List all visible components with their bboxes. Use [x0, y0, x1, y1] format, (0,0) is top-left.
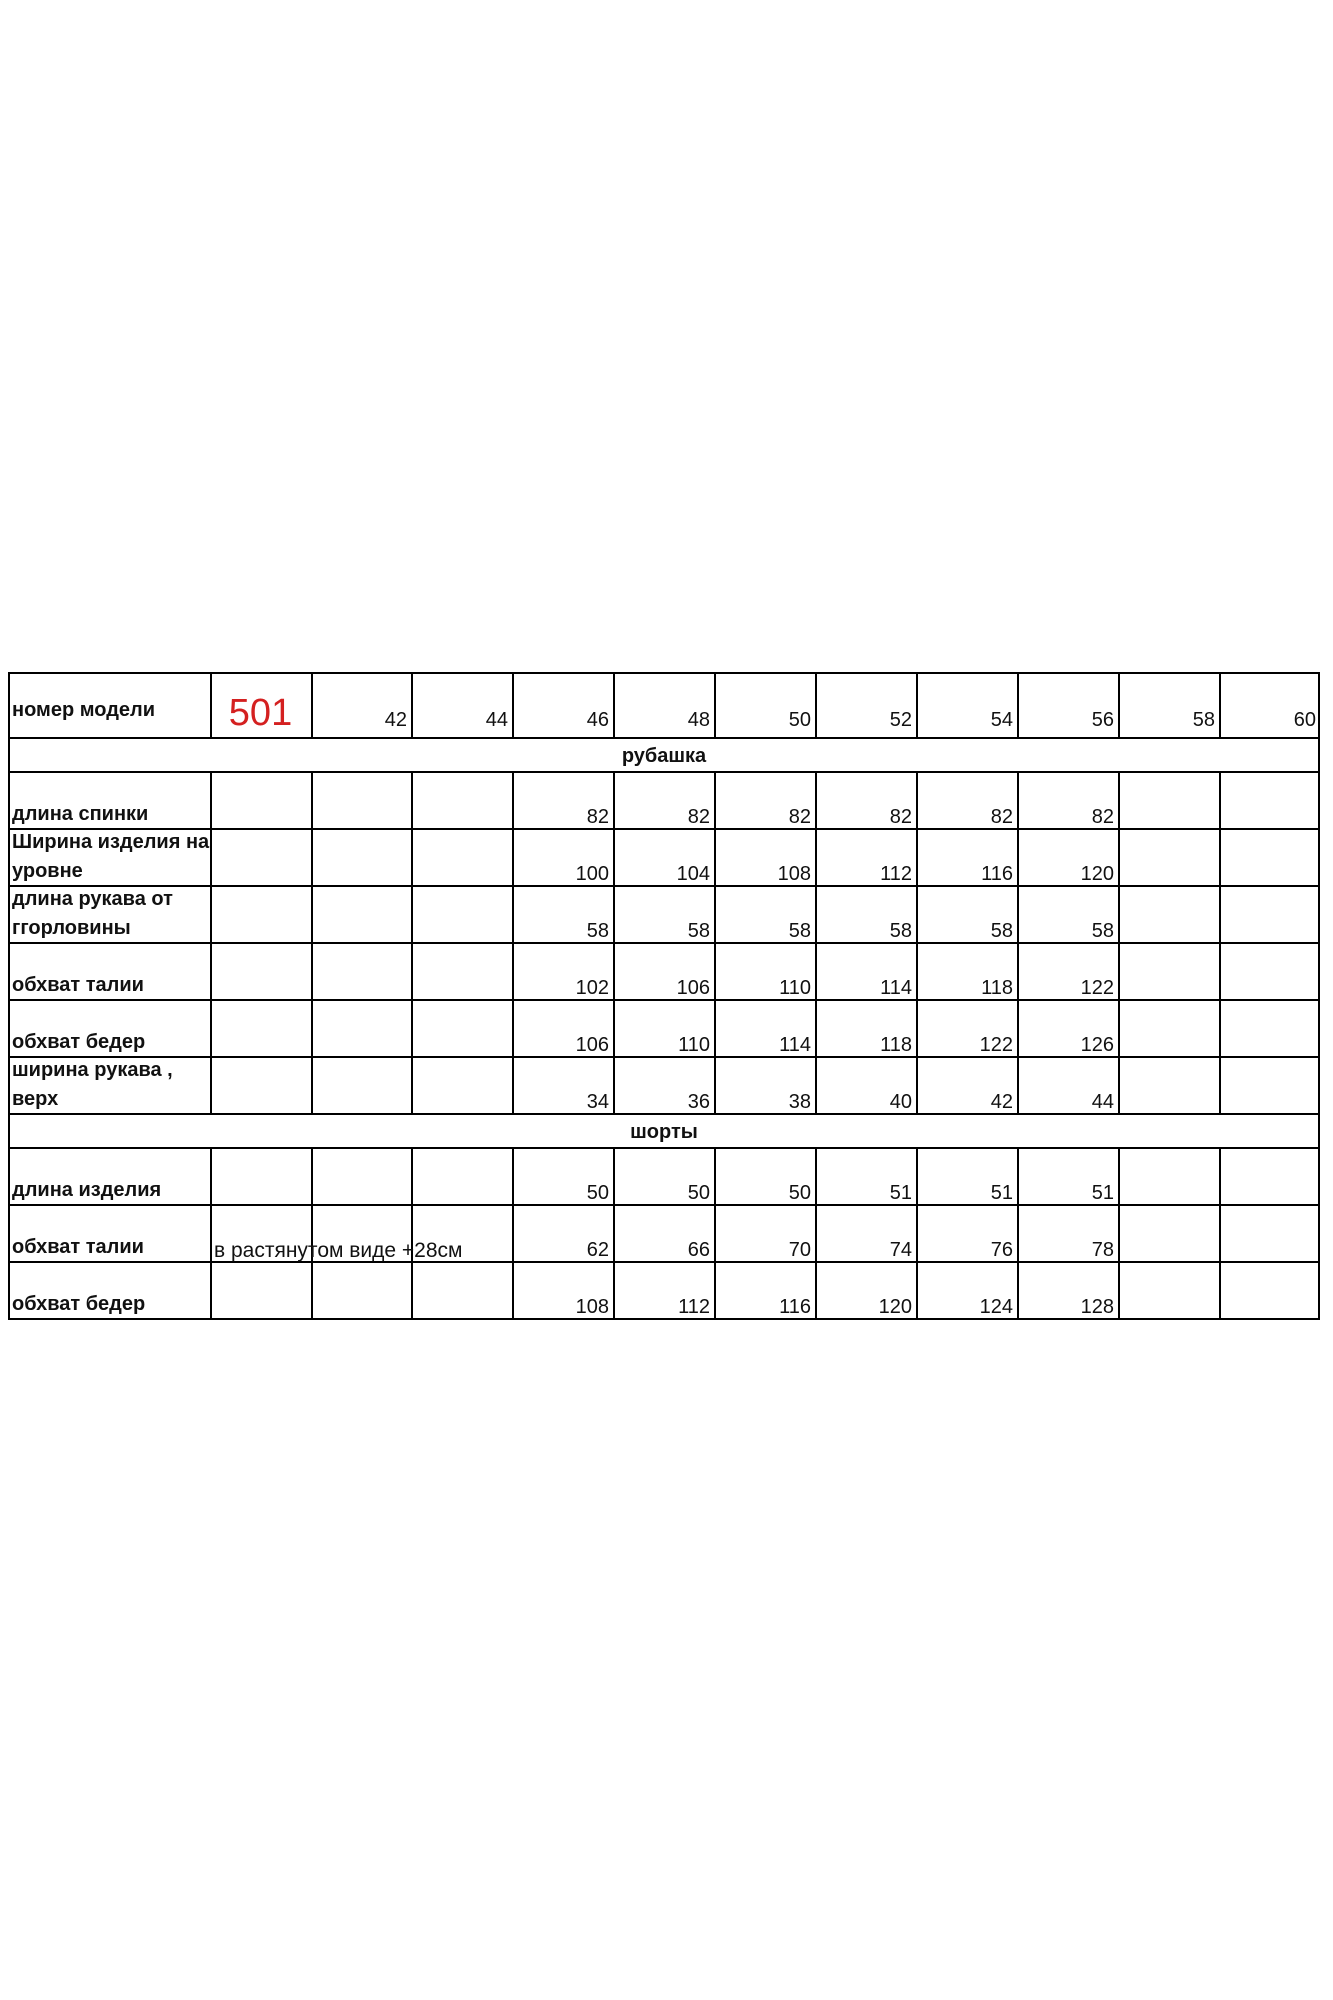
- row-label: ширина рукава , верх: [12, 1059, 173, 1110]
- table-cell-value: [311, 1262, 411, 1319]
- size-header: 50: [788, 709, 811, 731]
- table-cell-value: [411, 1000, 512, 1057]
- table-cell-value: 106: [575, 1034, 609, 1056]
- table-cell-value: 34: [586, 1091, 609, 1113]
- size-chart-table: [8, 672, 1320, 1334]
- model-number: 501: [228, 692, 293, 734]
- section-title: рубашка: [621, 745, 707, 767]
- table-cell-value: 78: [1091, 1239, 1114, 1261]
- table-cell-value: 112: [678, 1296, 710, 1318]
- table-cell-value: 70: [788, 1239, 811, 1261]
- table-cell-value: 76: [990, 1239, 1013, 1261]
- table-cell-value: [311, 1000, 411, 1057]
- table-cell-value: [411, 943, 512, 1000]
- table-cell-value: [1118, 1205, 1219, 1262]
- table-cell-value: [1118, 1057, 1219, 1114]
- table-cell-value: [411, 886, 512, 943]
- table-cell-value: [411, 1262, 512, 1319]
- table-cell-value: [311, 829, 411, 886]
- size-header: 54: [990, 709, 1013, 731]
- table-cell-value: [311, 772, 411, 829]
- table-cell-value: 82: [990, 806, 1013, 828]
- table-cell-value: 82: [1091, 806, 1114, 828]
- row-label: длина рукава от ггорловины: [12, 888, 173, 939]
- table-cell-value: [1219, 1000, 1320, 1057]
- size-header: 42: [384, 709, 407, 731]
- table-cell-value: 58: [687, 920, 710, 942]
- table-cell-value: [311, 1205, 411, 1262]
- table-cell-value: [1219, 772, 1320, 829]
- table-cell-value: 50: [687, 1182, 710, 1204]
- table-cell-value: 110: [678, 1034, 710, 1056]
- table-cell-value: [1118, 1000, 1219, 1057]
- table-cell-value: [1219, 1057, 1320, 1114]
- table-cell-value: 108: [777, 863, 811, 885]
- section-title: шорты: [630, 1121, 698, 1143]
- table-cell-value: 58: [990, 920, 1013, 942]
- size-header: 52: [889, 709, 912, 731]
- table-cell-value: 126: [1080, 1034, 1114, 1056]
- table-cell-value: [411, 772, 512, 829]
- table-cell-value: [1219, 1148, 1320, 1205]
- table-cell-value: 120: [878, 1296, 912, 1318]
- table-cell-value: 58: [788, 920, 811, 942]
- table-cell-value: [411, 829, 512, 886]
- table-cell-value: 38: [788, 1091, 811, 1113]
- table-cell-value: [311, 1057, 411, 1114]
- table-cell-value: [1118, 772, 1219, 829]
- table-cell-value: 82: [889, 806, 912, 828]
- table-cell-value: 82: [687, 806, 710, 828]
- table-cell-value: [1219, 943, 1320, 1000]
- table-cell-value: 108: [575, 1296, 609, 1318]
- table-cell-value: [411, 1057, 512, 1114]
- size-header: 46: [586, 709, 609, 731]
- table-cell-value: 44: [1091, 1091, 1114, 1113]
- table-cell-value: 66: [687, 1239, 710, 1261]
- row-label: Ширина изделия на уровне: [12, 831, 210, 882]
- table-cell-value: 124: [979, 1296, 1013, 1318]
- table-cell-value: 51: [889, 1182, 912, 1204]
- table-cell-value: 74: [889, 1239, 912, 1261]
- table-cell-value: 58: [586, 920, 609, 942]
- row-label: длина изделия: [12, 1179, 162, 1201]
- table-cell-value: 36: [687, 1091, 710, 1113]
- table-cell-value: 118: [880, 1034, 912, 1056]
- table-cell-value: 128: [1080, 1296, 1114, 1318]
- row-label: обхват бедер: [12, 1031, 146, 1053]
- table-cell-value: [411, 1148, 512, 1205]
- size-header: 60: [1293, 709, 1316, 731]
- table-cell-value: 40: [889, 1091, 912, 1113]
- table-cell-value: 62: [586, 1239, 609, 1261]
- row-label: длина спинки: [12, 803, 149, 825]
- table-cell-value: 58: [889, 920, 912, 942]
- table-cell-value: 82: [788, 806, 811, 828]
- table-cell-value: [311, 1148, 411, 1205]
- table-cell-value: 82: [586, 806, 609, 828]
- table-cell-value: 42: [990, 1091, 1013, 1113]
- table-cell-value: [1118, 1148, 1219, 1205]
- table-cell-value: 110: [779, 977, 811, 999]
- table-cell-value: 116: [779, 1296, 811, 1318]
- table-cell-value: [311, 943, 411, 1000]
- table-cell-value: 122: [1080, 977, 1114, 999]
- table-cell-value: 118: [981, 977, 1013, 999]
- table-cell-value: 58: [1091, 920, 1114, 942]
- table-cell-value: [1118, 943, 1219, 1000]
- table-cell-value: 106: [676, 977, 710, 999]
- table-cell-value: 120: [1080, 863, 1114, 885]
- row-label: обхват бедер: [12, 1293, 146, 1315]
- table-cell-value: 112: [880, 863, 912, 885]
- size-header: 48: [687, 709, 710, 731]
- table-cell-value: 51: [1091, 1182, 1114, 1204]
- table-cell-value: [1219, 1205, 1320, 1262]
- table-cell-value: 50: [586, 1182, 609, 1204]
- table-cell-value: 100: [575, 863, 609, 885]
- table-cell-value: 50: [788, 1182, 811, 1204]
- table-cell-value: [1118, 886, 1219, 943]
- table-cell-value: 114: [880, 977, 912, 999]
- table-cell-value: [411, 1205, 512, 1262]
- table-cell-value: [1118, 1262, 1219, 1319]
- table-cell-value: 102: [575, 977, 609, 999]
- table-cell-value: 116: [981, 863, 1013, 885]
- table-cell-value: [1219, 886, 1320, 943]
- row-note: в растянутом виде +28см: [214, 1239, 463, 1262]
- table-cell-value: 51: [990, 1182, 1013, 1204]
- size-header: 44: [485, 709, 508, 731]
- table-cell-value: [311, 886, 411, 943]
- table-cell-value: 122: [979, 1034, 1013, 1056]
- table-cell-value: [1219, 829, 1320, 886]
- row-label: обхват талии: [12, 974, 144, 996]
- table-cell-value: 114: [779, 1034, 811, 1056]
- row-label: обхват талии: [12, 1236, 144, 1258]
- size-header: 58: [1192, 709, 1215, 731]
- size-header: 56: [1091, 709, 1114, 731]
- table-cell-value: [1118, 829, 1219, 886]
- table-cell-value: 104: [676, 863, 710, 885]
- header-label: номер модели: [12, 699, 156, 721]
- table-cell-value: [1219, 1262, 1320, 1319]
